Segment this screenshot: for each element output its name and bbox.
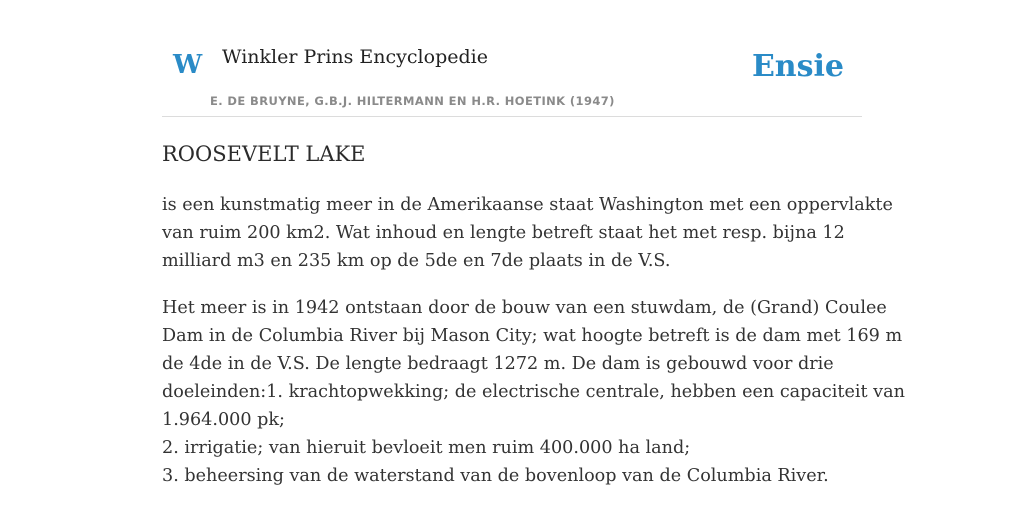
- text-line: 3. beheersing van de waterstand van de bovenloop van de Columbia River.: [162, 466, 829, 487]
- text-line: milliard m3 en 235 km op de 5de en 7de plaats in de V.S.: [162, 251, 671, 272]
- paragraph-intro: [162, 191, 893, 275]
- article: [162, 140, 905, 509]
- text-line: 1.964.000 pk;: [162, 410, 285, 431]
- text-line: doeleinden:1. krachtopwekking; de electrische centrale, hebben een capaciteit van: [162, 382, 905, 403]
- site-header: [162, 0, 862, 117]
- authors-credit: E. DE BRUYNE, G.B.J. HILTERMANN EN H.R. HOETINK (1947): [210, 94, 615, 108]
- ensie-brand-logo[interactable]: Ensie: [751, 49, 844, 84]
- text-line: Het meer is in 1942 ontstaan door de bouw van een stuwdam, de (Grand) Coulee: [162, 298, 887, 319]
- text-line: 2. irrigatie; van hieruit bevloeit men ruim 400.000 ha land;: [162, 438, 691, 459]
- text-line: is een kunstmatig meer in de Amerikaanse staat Washington met een oppervlakte: [162, 195, 893, 216]
- site-title[interactable]: Winkler Prins Encyclopedie: [222, 46, 488, 68]
- wp-logo-icon[interactable]: W: [173, 50, 203, 80]
- text-line: Dam in de Columbia River bij Mason City; wat hoogte betreft is de dam met 169 m: [162, 326, 903, 347]
- text-line: de 4de in de V.S. De lengte bedraagt 1272 m. De dam is gebouwd voor drie: [162, 354, 834, 375]
- article-title: ROOSEVELT LAKE: [162, 142, 366, 166]
- text-line: van ruim 200 km2. Wat inhoud en lengte betreft staat het met resp. bijna 12: [162, 223, 845, 244]
- paragraph-dam: [162, 294, 905, 490]
